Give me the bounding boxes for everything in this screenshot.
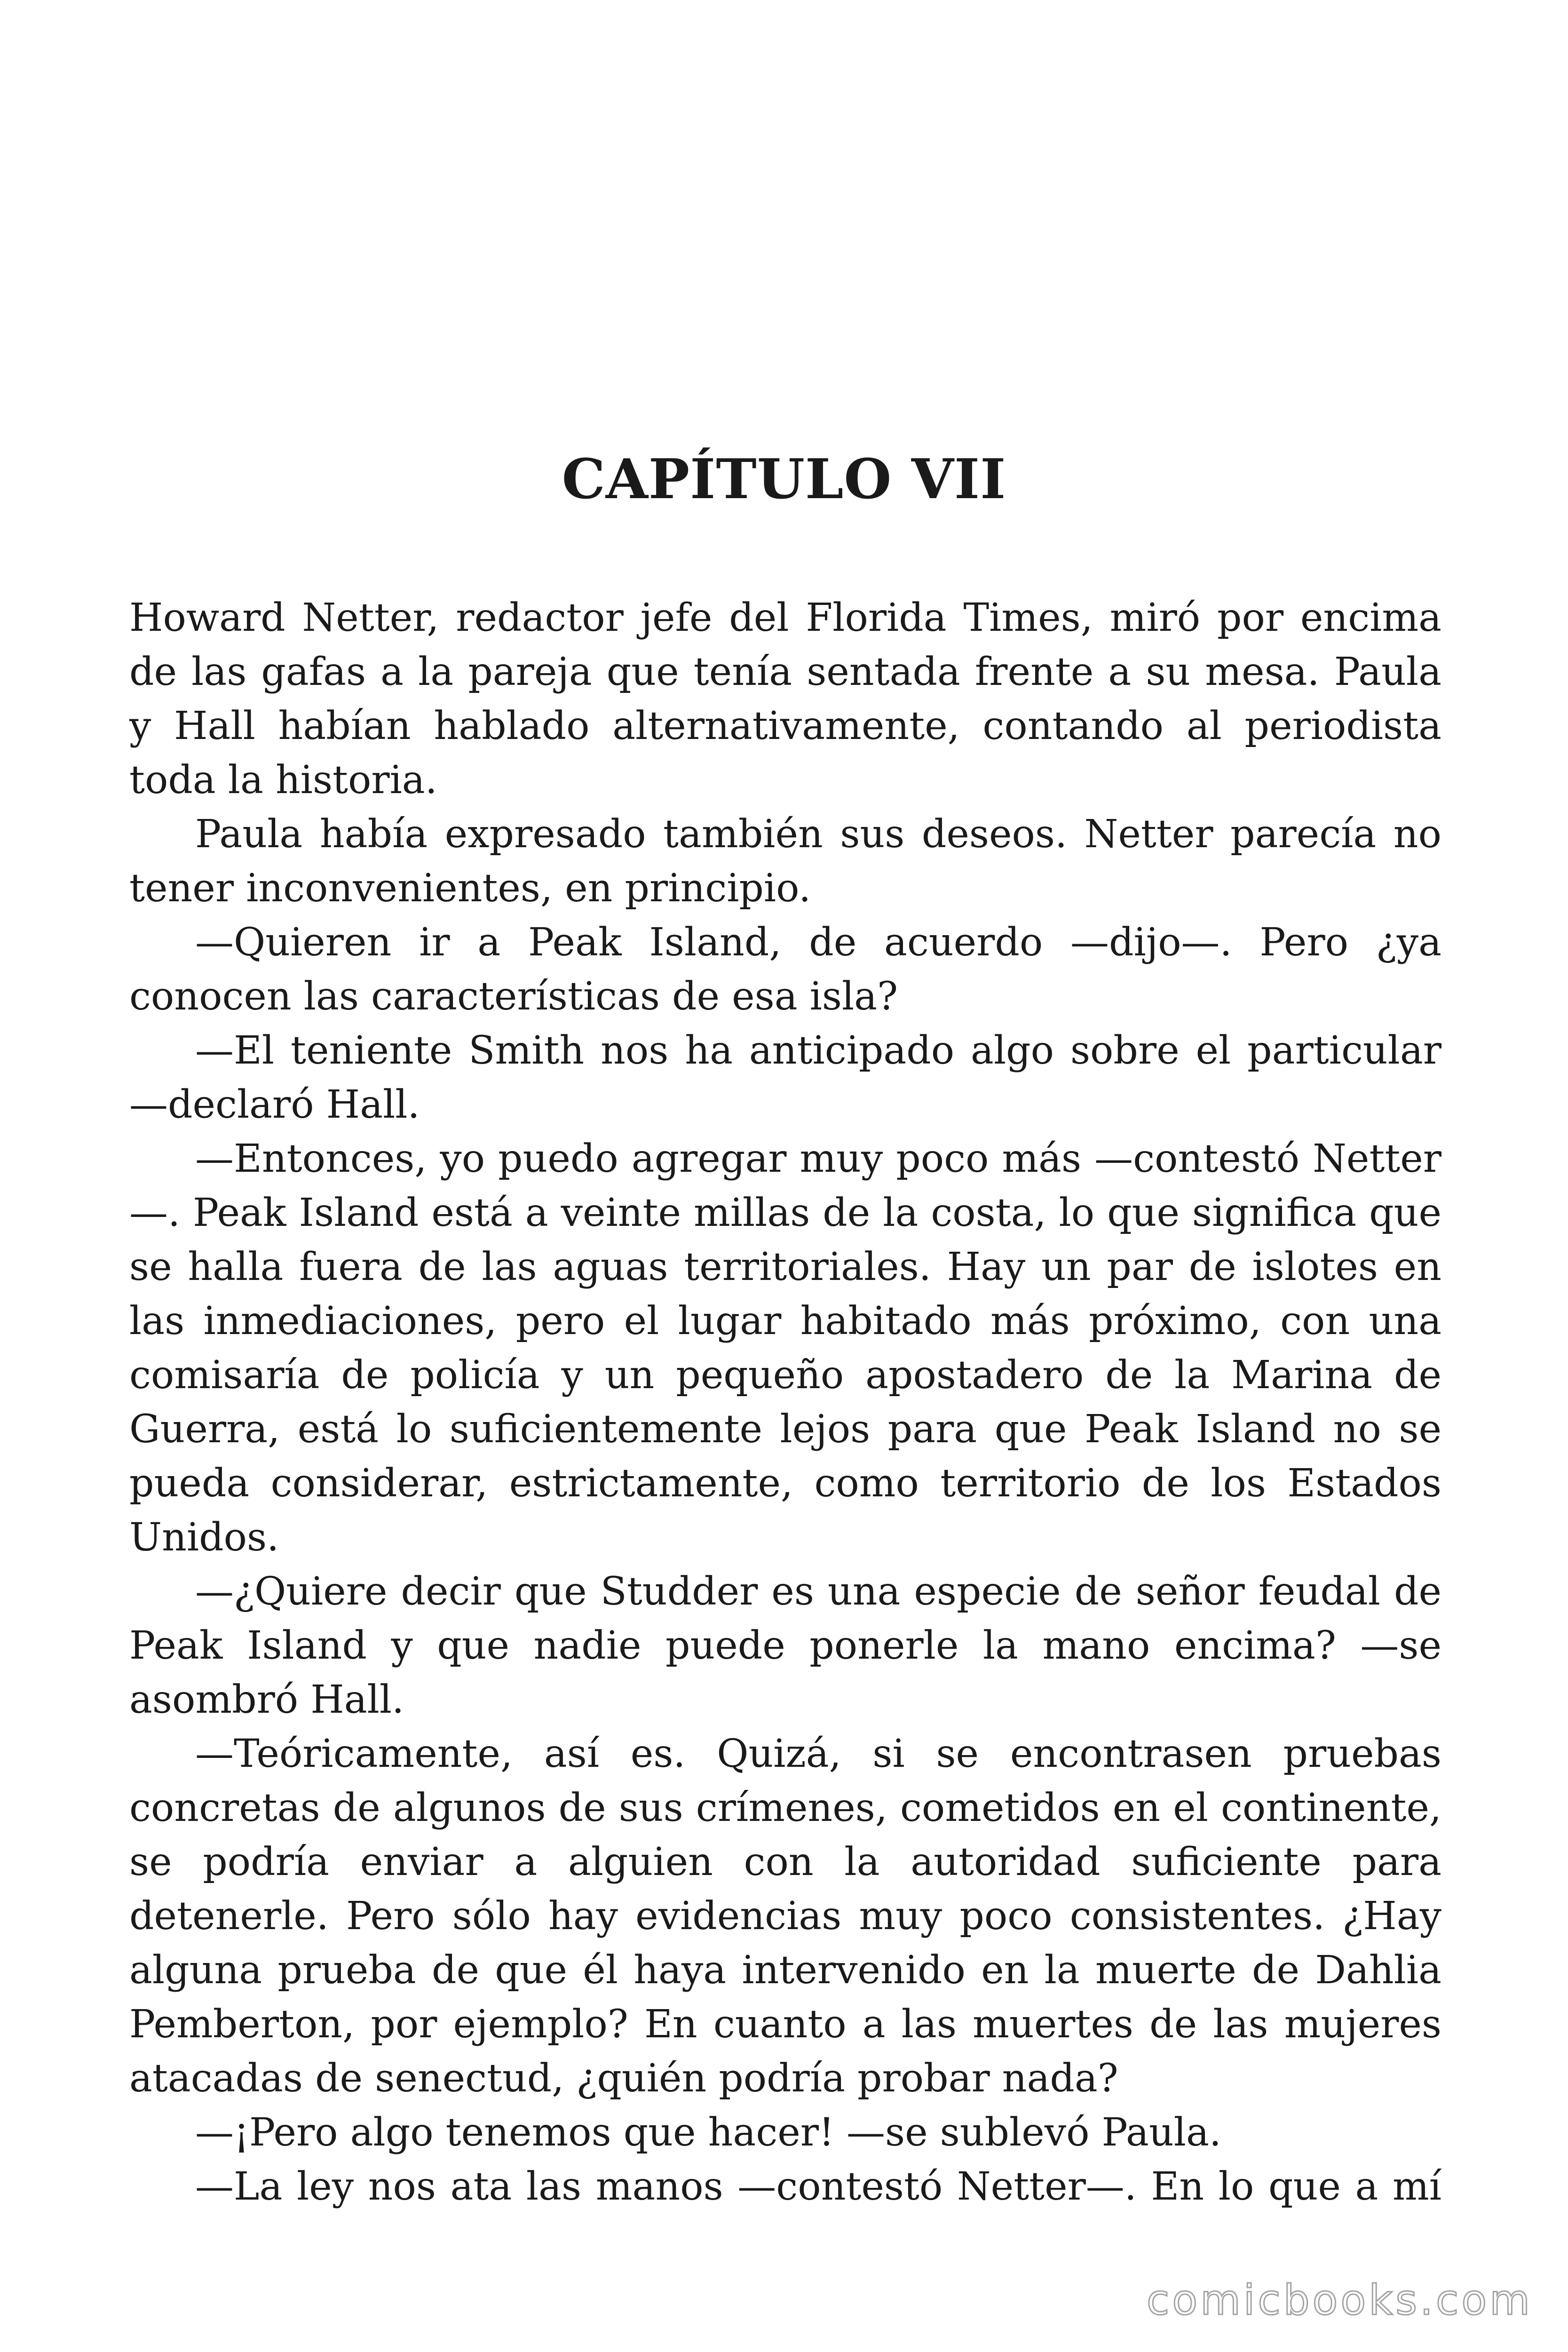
paragraph: —Quieren ir a Peak Island, de acuerdo —dijo—. Pero ¿ya conocen las características de esa isla? xyxy=(129,920,1441,1019)
chapter-title: CAPÍTULO VII xyxy=(562,447,1006,511)
paragraph: —El teniente Smith nos ha anticipado algo sobre el particular —declaró Hall. xyxy=(129,1028,1441,1127)
chapter-body xyxy=(129,591,1441,2214)
paragraph: —¡Pero algo tenemos que hacer! —se sublevó Paula. xyxy=(195,2110,1221,2155)
watermark: comicbooks.com xyxy=(1146,2276,1533,2324)
paragraph: Paula había expresado también sus deseos. Netter parecía no tener inconvenientes, en principio. xyxy=(129,812,1441,911)
paragraph: Howard Netter, redactor jefe del Florida Times, miró por encima de las gafas a la pareja que tenía sentada frente a su mesa. Paula y Hall habían hablado alternativamente, contando al periodista toda la historia. xyxy=(129,596,1441,803)
paragraph: —Entonces, yo puedo agregar muy poco más —contestó Netter—. Peak Island está a veinte millas de la costa, lo que significa que se halla fuera de las aguas territoriales. Hay un par de islotes en las inmediaciones, pero el lugar habitado más próximo, con una comisaría de policía y un pequeño apostadero de la Marina de Guerra, está lo suficientemente lejos para que Peak Island no se pueda considerar, estrictamente, como territorio de los Estados Unidos. xyxy=(129,1136,1441,1560)
paragraph: —¿Quiere decir que Studder es una especie de señor feudal de Peak Island y que nadie puede ponerle la mano encima? —se asombró Hall. xyxy=(129,1569,1441,1722)
paragraph: —La ley nos ata las manos —contestó Netter—. En lo que a mí xyxy=(195,2164,1441,2209)
paragraph: —Teóricamente, así es. Quizá, si se encontrasen pruebas concretas de algunos de sus crímenes, cometidos en el continente, se podría enviar a alguien con la autoridad suficiente para detenerle. Pero sólo hay evidencias muy poco consistentes. ¿Hay alguna prueba de que él haya intervenido en la muerte de Dahlia Pemberton, por ejemplo? En cuanto a las muertes de las mujeres atacadas de senectud, ¿quién podría probar nada? xyxy=(129,1732,1441,2101)
